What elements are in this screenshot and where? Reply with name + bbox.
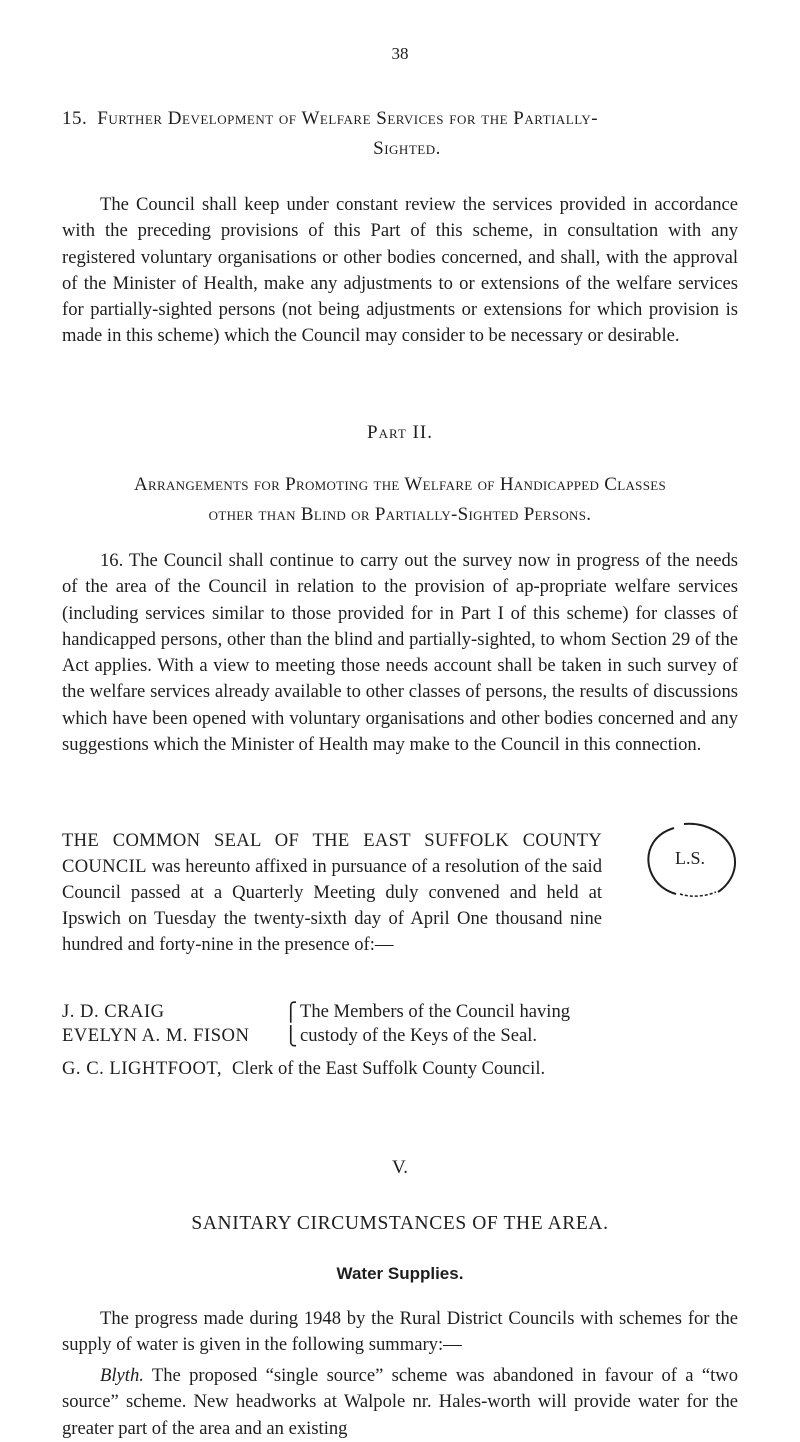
water-supplies-intro: The progress made during 1948 by the Rural District Councils with schemes for the supply of water is given in the following summary:— <box>62 1308 738 1356</box>
section-16-number: 16. <box>100 550 124 571</box>
blyth-lead: Blyth. <box>100 1365 144 1386</box>
signatory-description: custody of the Keys of the Seal. <box>300 1025 538 1046</box>
signatory-name: J. D. CRAIG <box>62 1001 165 1022</box>
clerk-signature <box>62 1058 762 1080</box>
seal-left-arc <box>648 828 676 894</box>
section-15-title-line1: Further Development of Welfare Services for the Partially- <box>97 108 599 129</box>
section-v-numeral: V. <box>391 1157 409 1178</box>
brace-bottom-icon: ⎩ <box>284 1026 298 1046</box>
seal-statement <box>62 828 602 958</box>
signatory-row <box>62 1024 762 1048</box>
section-15-heading <box>62 104 752 164</box>
section-v-title: SANITARY CIRCUMSTANCES OF THE AREA. <box>191 1213 609 1234</box>
blyth-text: The proposed “single source” scheme was abandoned in favour of a “two source” scheme. New headworks at Walpole nr. Hales-worth will provide water for the greater part of the area and an existing <box>62 1365 738 1439</box>
blyth-paragraph <box>62 1363 738 1442</box>
signatory-name: EVELYN A. M. FISON <box>62 1025 250 1046</box>
page-number: 38 <box>391 44 409 63</box>
seal-mark-icon <box>640 820 740 898</box>
clerk-name: G. C. LIGHTFOOT, <box>62 1058 223 1079</box>
signatories-block <box>62 1000 762 1048</box>
part-2-heading <box>62 470 738 530</box>
clerk-title: Clerk of the East Suffolk County Council. <box>232 1058 546 1079</box>
section-15-number: 15. <box>62 108 88 129</box>
part-2-heading-line1: Arrangements for Promoting the Welfare of Handicapped Classes <box>133 474 666 495</box>
signatory-row <box>62 1000 762 1024</box>
section-16-paragraph <box>62 548 738 758</box>
part-2-heading-line2: other than Blind or Partially-Sighted Persons. <box>208 504 592 525</box>
signatory-description: The Members of the Council having <box>300 1001 571 1022</box>
section-15-body: The Council shall keep under constant review the services provided in accordance with the preceding provisions of this Part of this scheme, in consultation with any registered voluntary organisations or other bodies concerned, and shall, with the approval of the Minister of Health, make any adjustments to or extensions of the welfare services for partially-sighted persons (not being adjustments or extensions for which provision is made in this scheme) which the Council may consider to be necessary or desirable. <box>62 194 738 347</box>
brace-top-icon: ⎧ <box>284 1002 298 1022</box>
seal-bottom-arc <box>680 892 716 896</box>
seal-statement-rest: was hereunto affixed in pursuance of a resolution of the said Council passed at a Quarterly Meeting duly convened and held at Ipswich on Tuesday the twenty-sixth day of April One thousand nine hundred and forty-nine in the presence of:— <box>62 856 602 955</box>
section-16-body: The Council shall continue to carry out the survey now in progress of the needs of the area of the Council in relation to the provision of ap-propriate welfare services (including services similar to those provided for in Part I of this scheme) for classes of handicapped persons, other than the blind and partially-sighted, to whom Section 29 of the Act applies. With a view to meeting those needs account shall be taken in such survey of the welfare services already available to other classes of persons, the results of discussions which have been opened with voluntary organisations and other bodies concerned and any suggestions which the Minister of Health may make to the Council in this connection. <box>62 550 739 756</box>
seal-statement-caps: THE COMMON SEAL OF THE EAST SUFFOLK COUNTY COUNCIL <box>62 830 602 877</box>
seal-mark-label: L.S. <box>674 848 706 868</box>
water-supplies-heading: Water Supplies. <box>336 1264 464 1283</box>
section-15-title-line2: Sighted. <box>373 138 441 159</box>
part-2-title: Part II. <box>367 422 433 443</box>
